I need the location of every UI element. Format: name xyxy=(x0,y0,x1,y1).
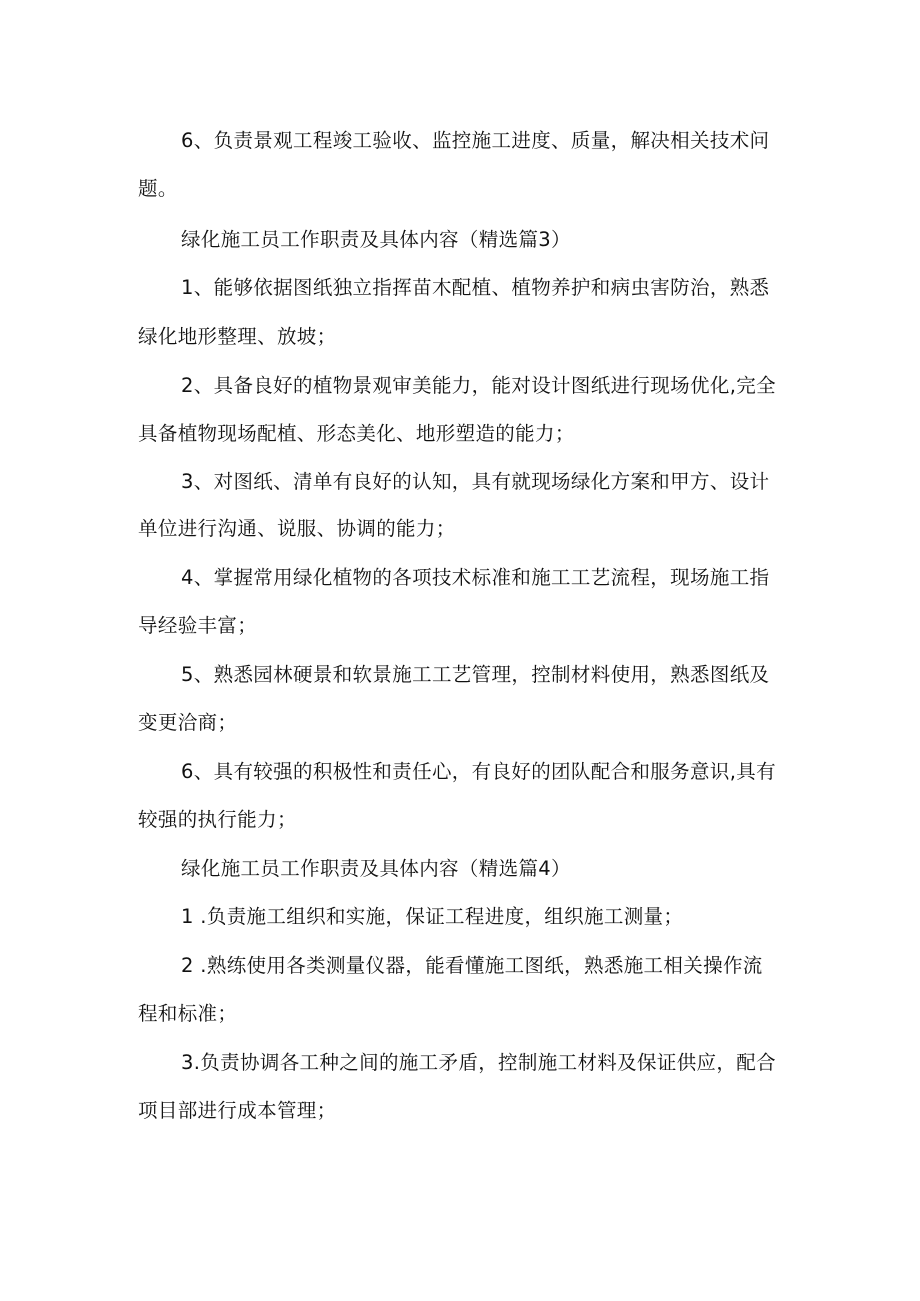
paragraph-line: 较强的执行能力； xyxy=(138,808,297,831)
paragraph-line: 1、能够依据图纸独立指挥苗木配植、植物养护和病虫害防治，熟悉 xyxy=(181,276,770,299)
paragraph-line: 变更洽商； xyxy=(138,711,238,734)
paragraph-line: 项目部进行成本管理； xyxy=(138,1099,337,1122)
paragraph-line: 绿化地形整理、放坡； xyxy=(138,325,337,348)
paragraph-line: 程和标准； xyxy=(138,1002,238,1025)
paragraph-line: 导经验丰富； xyxy=(138,614,258,637)
paragraph-line: 2 .熟练使用各类测量仪器，能看懂施工图纸，熟悉施工相关操作流 xyxy=(181,954,763,977)
paragraph-line: 3、对图纸、清单有良好的认知，具有就现场绿化方案和甲方、设计 xyxy=(181,470,770,493)
paragraph-line: 5、熟悉园林硬景和软景施工工艺管理，控制材料使用，熟悉图纸及 xyxy=(181,663,770,686)
section-heading: 绿化施工员工作职责及具体内容（精选篇4） xyxy=(181,857,571,880)
paragraph-line: 6、负责景观工程竣工验收、监控施工进度、质量，解决相关技术问 xyxy=(181,129,770,152)
paragraph-line: 2、具备良好的植物景观审美能力，能对设计图纸进行现场优化,完全 xyxy=(181,374,776,397)
section-heading: 绿化施工员工作职责及具体内容（精选篇3） xyxy=(181,228,571,251)
paragraph-line: 6、具有较强的积极性和责任心，有良好的团队配合和服务意识,具有 xyxy=(181,760,776,783)
paragraph-line: 1 .负责施工组织和实施，保证工程进度，组织施工测量； xyxy=(181,905,684,928)
paragraph-line: 4、掌握常用绿化植物的各项技术标准和施工工艺流程，现场施工指 xyxy=(181,566,770,589)
paragraph-line: 单位进行沟通、说服、协调的能力； xyxy=(138,517,456,540)
paragraph-line: 题。 xyxy=(138,177,178,200)
paragraph-line: 具备植物现场配植、形态美化、地形塑造的能力； xyxy=(138,422,575,445)
paragraph-line: 3.负责协调各工种之间的施工矛盾，控制施工材料及保证供应，配合 xyxy=(181,1051,776,1074)
